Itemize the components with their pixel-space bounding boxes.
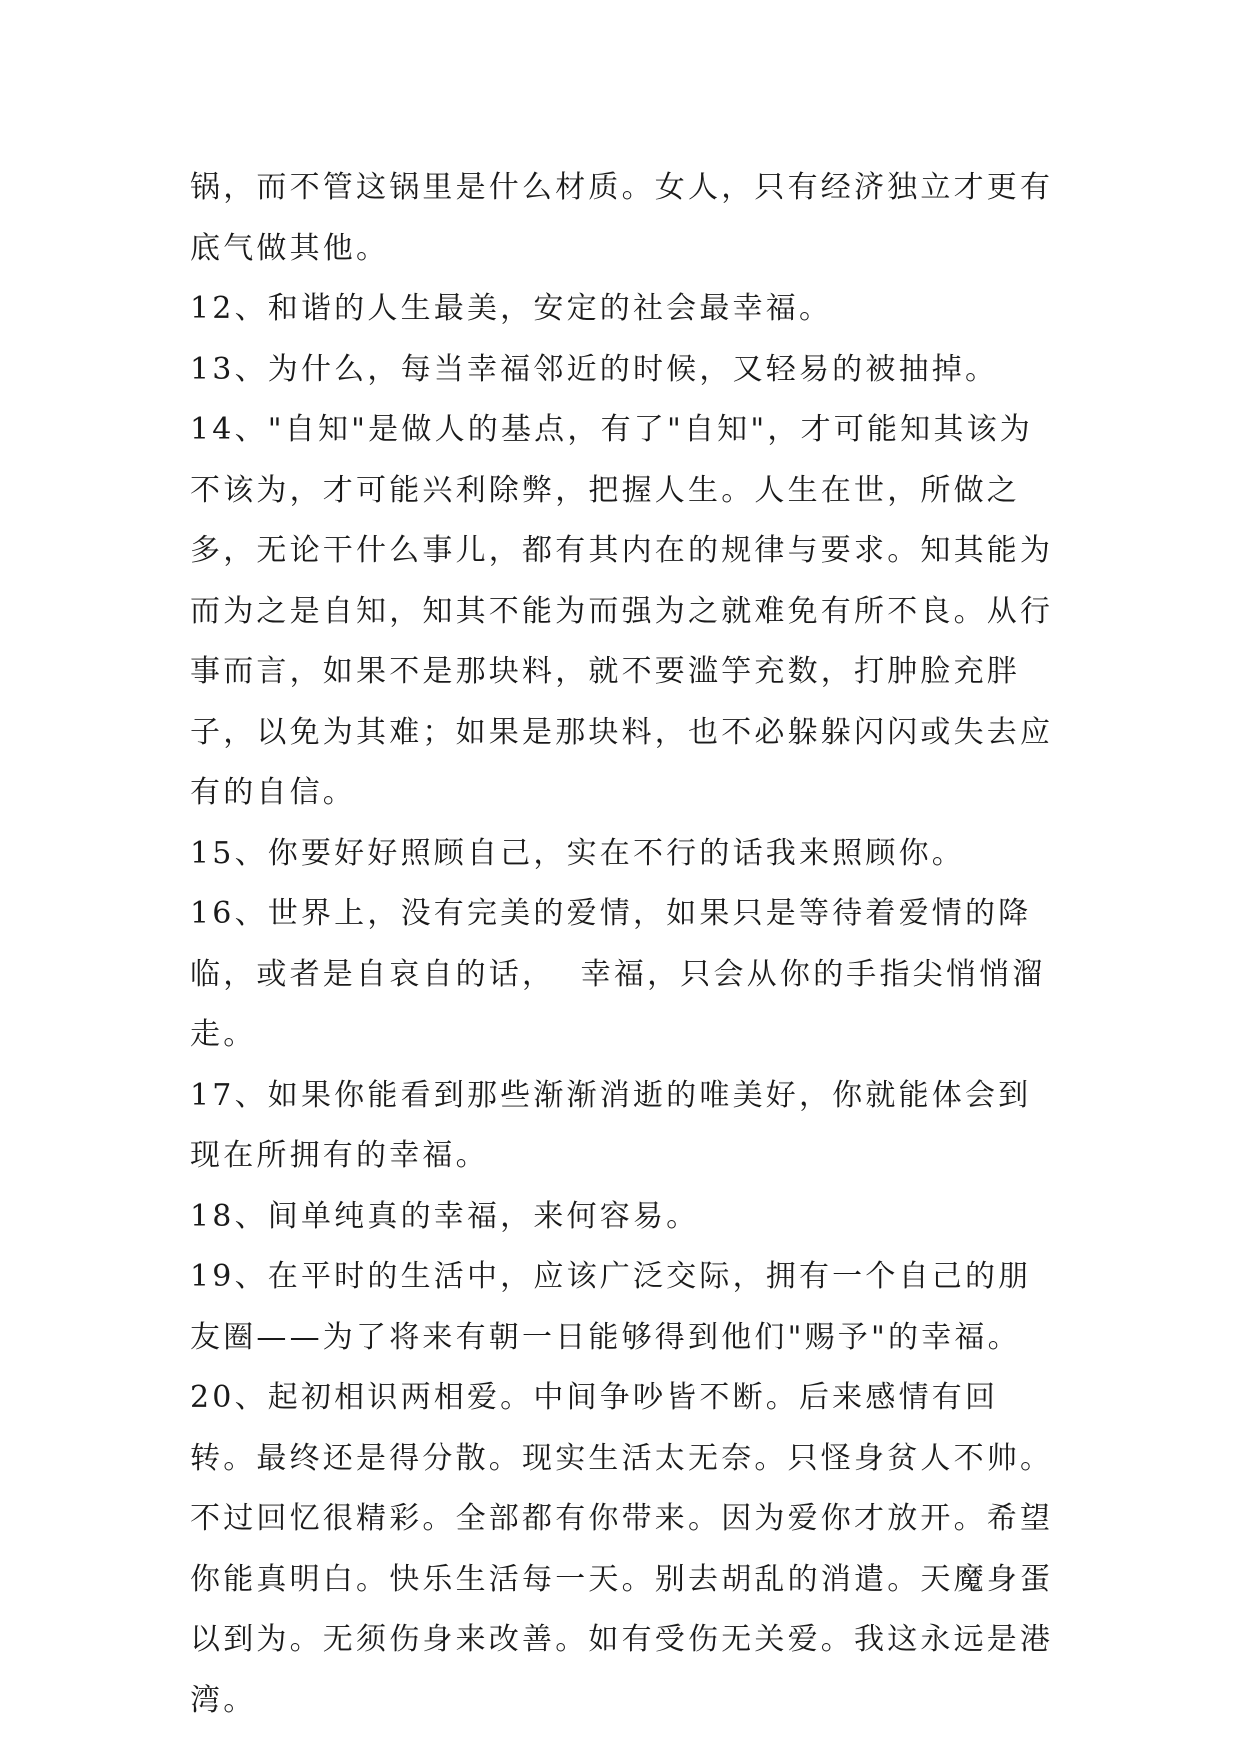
document-body: [190, 158, 1060, 1731]
paragraph-item-12: 12、和谐的人生最美，安定的社会最幸福。: [190, 291, 833, 326]
paragraph-item-17: 17、如果你能看到那些渐渐消逝的唯美好，你就能体会到现在所拥有的幸福。: [190, 1077, 1032, 1173]
paragraph-item-20: 20、起初相识两相爱。中间争吵皆不断。后来感情有回转。最终还是得分散。现实生活太无奈。只怪身贫人不帅。不过回忆很精彩。全部都有你带来。因为爱你才放开。希望你能真明白。快乐生活每一天。别去胡乱的消遣。天魔身蛋以到为。无须伤身来改善。如有受伤无关爱。我这永远是港湾。: [190, 1380, 1054, 1718]
paragraph-item-13: 13、为什么，每当幸福邻近的时候，又轻易的被抽掉。: [190, 351, 999, 387]
paragraph-item-14: 14、"自知"是做人的基点，有了"自知"，才可能知其该为不该为，才可能兴利除弊，把握人生。人生在世，所做之多，无论干什么事儿，都有其内在的规律与要求。知其能为而为之是自知，知其不能为而强为之就难免有所不良。从行事而言，如果不是那块料，就不要滥竽充数，打肿脸充胖子，以免为其难；如果是那块料，也不必躲躲闪闪或失去应有的自信。: [190, 412, 1054, 810]
paragraph-continuation: 锅，而不管这锅里是什么材质。女人，只有经济独立才更有底气做其他。: [190, 170, 1054, 266]
paragraph-item-19: 19、在平时的生活中，应该广泛交际，拥有一个自己的朋友圈——为了将来有朝一日能够得到他们"赐予"的幸福。: [190, 1259, 1032, 1355]
paragraph-item-16: 16、世界上，没有完美的爱情，如果只是等待着爱情的降临，或者是自哀自的话， 幸福，只会从你的手指尖悄悄溜走。: [190, 896, 1046, 1052]
paragraph-item-18: 18、间单纯真的幸福，来何容易。: [190, 1198, 700, 1234]
paragraph-item-15: 15、你要好好照顾自己，实在不行的话我来照顾你。: [190, 835, 965, 871]
